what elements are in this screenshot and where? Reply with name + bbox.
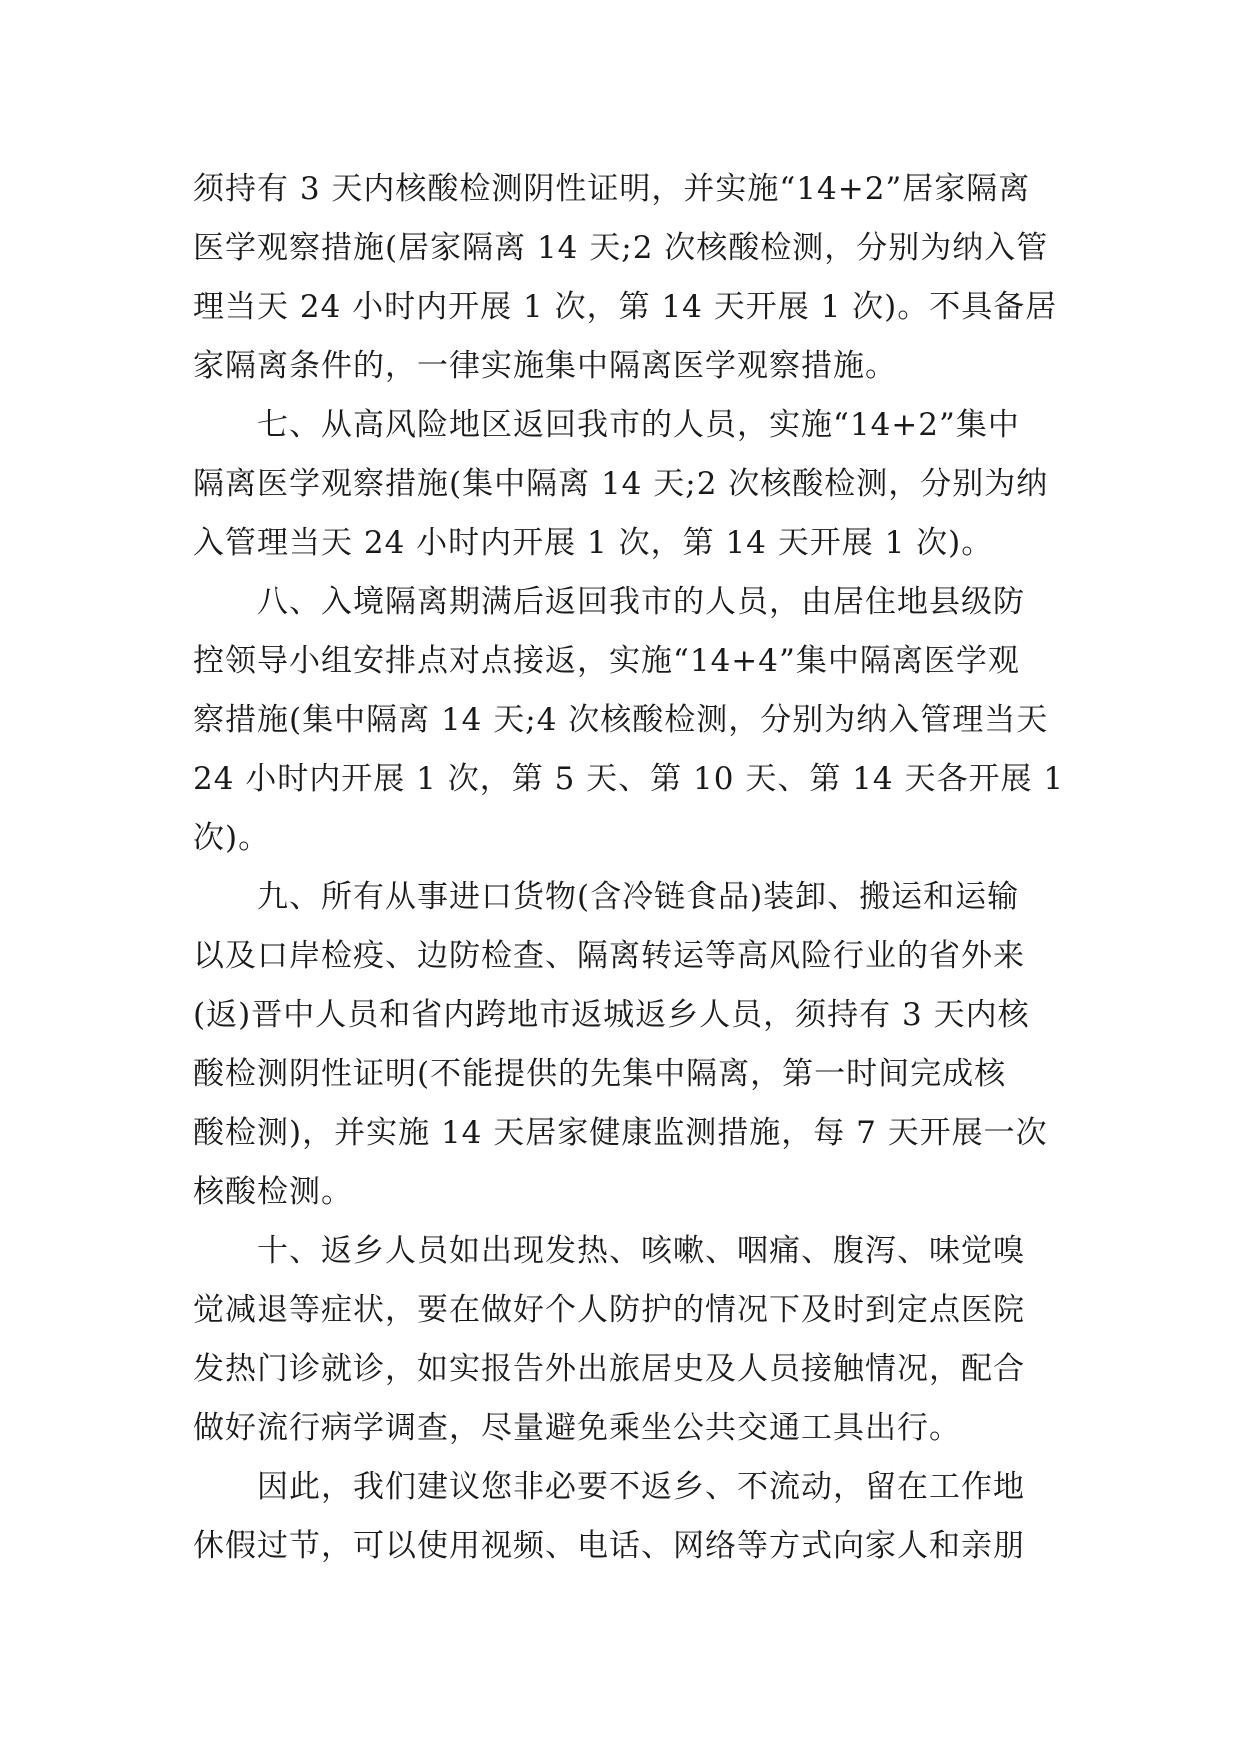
text-line: 做好流行病学调查，尽量避免乘坐公共交通工具出行。 (193, 1410, 961, 1446)
paragraph-seven-line: 七、从高风险地区返回我市的人员，实施“14+2”集中 (193, 407, 1020, 443)
text-line: 次)。 (193, 820, 271, 856)
text-line: 酸检测)，并实施 14 天居家健康监测措施，每 7 天开展一次 (193, 1115, 1048, 1151)
paragraph-nine-line: 九、所有从事进口货物(含冷链食品)装卸、搬运和运输 (193, 879, 1020, 915)
text-line: 核酸检测。 (193, 1174, 353, 1210)
text-line: 医学观察措施(居家隔离 14 天;2 次核酸检测，分别为纳入管 (193, 230, 1049, 266)
paragraph-ten-line: 十、返乡人员如出现发热、咳嗽、咽痛、腹泻、味觉嗅 (193, 1233, 1025, 1269)
document-body (193, 160, 1065, 1576)
text-line: 发热门诊就诊，如实报告外出旅居史及人员接触情况，配合 (193, 1351, 1025, 1387)
text-line: 须持有 3 天内核酸检测阴性证明，并实施“14+2”居家隔离 (193, 171, 1031, 207)
text-line: 控领导小组安排点对点接返，实施“14+4”集中隔离医学观 (193, 643, 1020, 679)
text-line: 隔离医学观察措施(集中隔离 14 天;2 次核酸检测，分别为纳 (193, 466, 1049, 502)
conclusion-line: 因此，我们建议您非必要不返乡、不流动，留在工作地 (193, 1469, 1025, 1505)
text-line: 酸检测阴性证明(不能提供的先集中隔离，第一时间完成核 (193, 1056, 1007, 1092)
text-line: 以及口岸检疫、边防检查、隔离转运等高风险行业的省外来 (193, 938, 1025, 974)
text-line: 觉减退等症状，要在做好个人防护的情况下及时到定点医院 (193, 1292, 1025, 1328)
text-line: 24 小时内开展 1 次，第 5 天、第 10 天、第 14 天各开展 1 (193, 761, 1065, 797)
text-line: 理当天 24 小时内开展 1 次，第 14 天开展 1 次)。不具备居 (193, 289, 1058, 325)
text-line: 休假过节，可以使用视频、电话、网络等方式向家人和亲朋 (193, 1528, 1025, 1564)
paragraph-eight-line: 八、入境隔离期满后返回我市的人员，由居住地县级防 (193, 584, 1025, 620)
text-line: (返)晋中人员和省内跨地市返城返乡人员，须持有 3 天内核 (193, 997, 1030, 1033)
text-line: 家隔离条件的，一律实施集中隔离医学观察措施。 (193, 348, 897, 384)
text-line: 察措施(集中隔离 14 天;4 次核酸检测，分别为纳入管理当天 (193, 702, 1049, 738)
text-line: 入管理当天 24 小时内开展 1 次，第 14 天开展 1 次)。 (193, 525, 994, 561)
